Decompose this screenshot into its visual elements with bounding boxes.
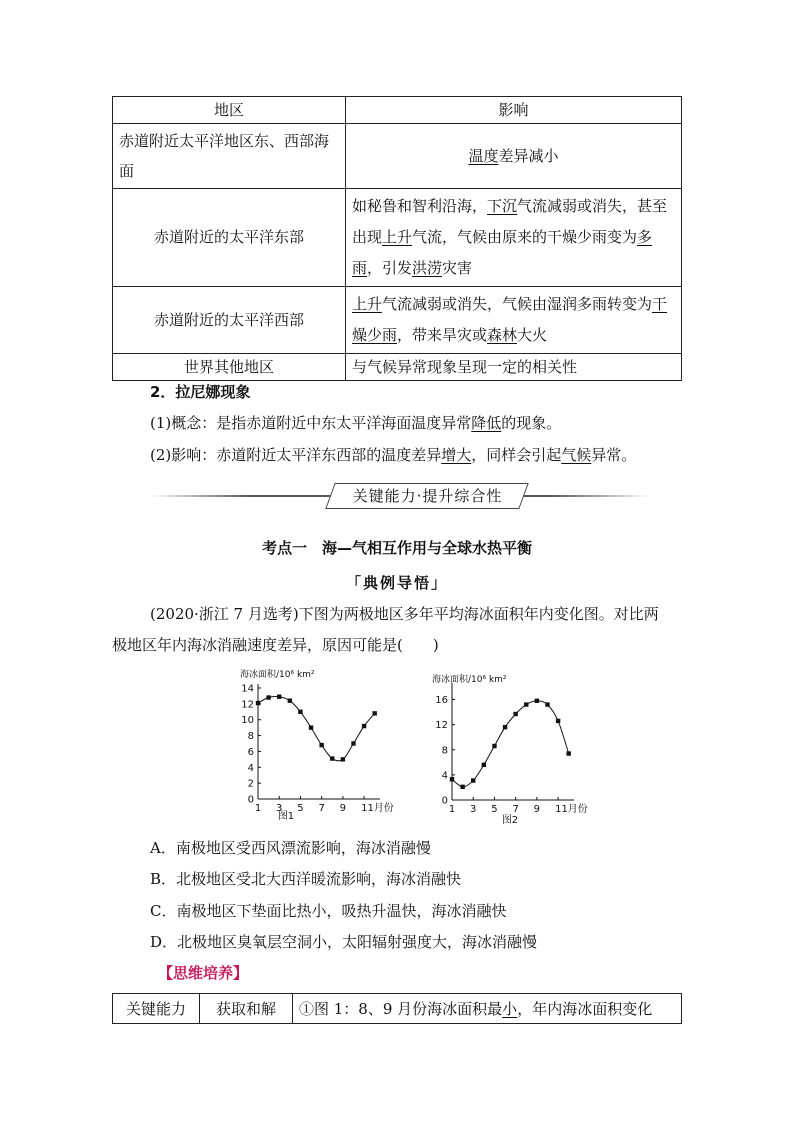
section-title: 考点一 海—气相互作用与全球水热平衡: [261, 539, 532, 557]
data-point: [288, 698, 292, 702]
impact-text: (2)影响：赤道附近太平洋东西部的温度差异: [150, 446, 442, 464]
row-region: 赤道附近太平洋地区东、西部海面: [113, 124, 346, 189]
data-point: [566, 751, 570, 755]
option-d[interactable]: D．北极地区臭氧层空洞小，太阳辐射强度大，海冰消融慢: [150, 933, 538, 951]
y-tick-label: 10: [241, 715, 254, 727]
data-point: [460, 785, 464, 789]
impact-end: 异常。: [591, 446, 637, 464]
sea-ice-chart-2: [428, 673, 598, 830]
data-point: [503, 725, 507, 729]
data-point: [471, 778, 475, 782]
impact-text: ，同样会引起: [471, 446, 562, 464]
sea-ice-chart-1: [228, 668, 398, 830]
impact-table: [112, 96, 682, 381]
data-point: [277, 695, 281, 699]
header-impact: 影响: [346, 97, 682, 124]
banner-text: 关键能力·提升综合性: [352, 487, 503, 505]
option-c[interactable]: C．南极地区下垫面比热小，吸热升温快，海冰消融快: [150, 902, 507, 920]
data-point: [298, 710, 302, 714]
impact-keyword: 气候: [561, 446, 592, 464]
x-tick-label: 11月份: [361, 803, 394, 814]
concept-keyword: 降低: [471, 414, 502, 432]
x-tick-label: 7: [512, 804, 519, 815]
table-row: [113, 287, 682, 354]
header-region: 地区: [113, 97, 346, 124]
y-tick-label: 14: [241, 683, 254, 695]
x-tick-label: 9: [339, 803, 347, 814]
data-point: [524, 702, 528, 706]
table-header-row: [113, 97, 682, 124]
y-tick-label: 4: [441, 770, 448, 782]
analysis-text: ①图 1：8、9 月份海冰面积最: [299, 1000, 503, 1018]
data-point: [266, 695, 270, 699]
row-impact: 与气候异常现象呈现一定的相关性: [346, 354, 682, 381]
y-tick-label: 0: [247, 794, 254, 806]
row-region: 赤道附近的太平洋西部: [113, 287, 346, 354]
lanina-impact: [150, 444, 636, 465]
data-point: [450, 777, 454, 781]
table-row: [113, 189, 682, 287]
row-impact: 上升气流减弱或消失，气候由湿润多雨转变为干燥少雨，带来旱灾或森林大火: [346, 287, 682, 354]
y-tick-label: 2: [247, 778, 254, 790]
question-line-1: (2020·浙江 7 月选考)下图为两极地区多年平均海冰面积年内变化图。对比两: [150, 605, 659, 623]
analysis-keyword: 小: [502, 1000, 518, 1018]
data-point: [492, 744, 496, 748]
y-tick-label: 8: [441, 745, 448, 757]
x-tick-label: 3: [470, 804, 477, 815]
row-impact: 温度差异减小: [346, 124, 682, 189]
table-row: [113, 124, 682, 189]
y-tick-label: 12: [435, 720, 448, 732]
option-b[interactable]: B．北极地区受北大西洋暖流影响，海冰消融快: [150, 870, 462, 888]
y-tick-label: 6: [247, 746, 254, 758]
data-point: [256, 701, 260, 705]
row-region: 世界其他地区: [113, 354, 346, 381]
data-point: [545, 702, 549, 706]
row-region: 赤道附近的太平洋东部: [113, 189, 346, 287]
x-tick-label: 7: [318, 803, 325, 814]
table-row: [113, 354, 682, 381]
data-point: [362, 724, 366, 728]
data-point: [556, 719, 560, 723]
data-point: [482, 763, 486, 767]
data-point: [535, 699, 539, 703]
cell-analysis: [293, 994, 682, 1024]
x-tick-label: 3: [276, 803, 283, 814]
series-line: [258, 696, 375, 760]
cell-key-ability: 关键能力: [113, 994, 200, 1024]
data-point: [351, 741, 355, 745]
y-tick-label: 8: [247, 731, 254, 743]
data-point: [341, 757, 345, 761]
lanina-heading: 2．拉尼娜现象: [150, 383, 251, 401]
data-point: [330, 756, 334, 760]
y-tick-label: 4: [247, 762, 254, 774]
y-tick-label: 0: [441, 795, 448, 807]
x-tick-label: 5: [491, 804, 498, 815]
y-axis-label: 海冰面积/10⁶ km²: [432, 675, 507, 685]
analysis-table: [112, 993, 682, 1024]
cell-acquire: 获取和解: [200, 994, 293, 1024]
section-subtitle: 「典例导悟」: [345, 574, 448, 592]
option-a[interactable]: A．南极地区受西风漂流影响，海冰消融慢: [150, 839, 431, 857]
lanina-concept: [150, 412, 561, 433]
x-tick-label: 1: [254, 803, 262, 814]
chart-caption: 图1: [277, 811, 295, 822]
data-point: [319, 743, 323, 747]
data-point: [309, 725, 313, 729]
analysis-text-end: ，年内海冰面积变化: [517, 1000, 653, 1018]
question-line-2: 极地区年内海冰消融速度差异，原因可能是( ): [112, 636, 439, 654]
x-tick-label: 11月份: [555, 804, 588, 815]
x-tick-label: 9: [533, 804, 541, 815]
section-banner: [150, 482, 650, 510]
chart-caption: 图2: [501, 815, 519, 826]
concept-end: 的现象。: [501, 414, 562, 432]
thinking-label: 【思维培养】: [158, 964, 249, 982]
y-axis-label: 海冰面积/10⁶ km²: [240, 670, 315, 680]
impact-keyword: 增大: [441, 446, 472, 464]
table-row: [113, 994, 682, 1024]
y-tick-label: 12: [241, 699, 254, 711]
x-tick-label: 1: [448, 804, 456, 815]
y-tick-label: 16: [435, 695, 448, 707]
series-line: [452, 701, 569, 787]
data-point: [513, 712, 517, 716]
row-impact: 如秘鲁和智利沿海，下沉气流减弱或消失，甚至出现上升气流，气候由原来的干燥少雨变为多雨，引发洪涝灾害: [346, 189, 682, 287]
x-tick-label: 5: [297, 803, 304, 814]
data-point: [372, 711, 376, 715]
concept-text: (1)概念：是指赤道附近中东太平洋海面温度异常: [150, 414, 472, 432]
